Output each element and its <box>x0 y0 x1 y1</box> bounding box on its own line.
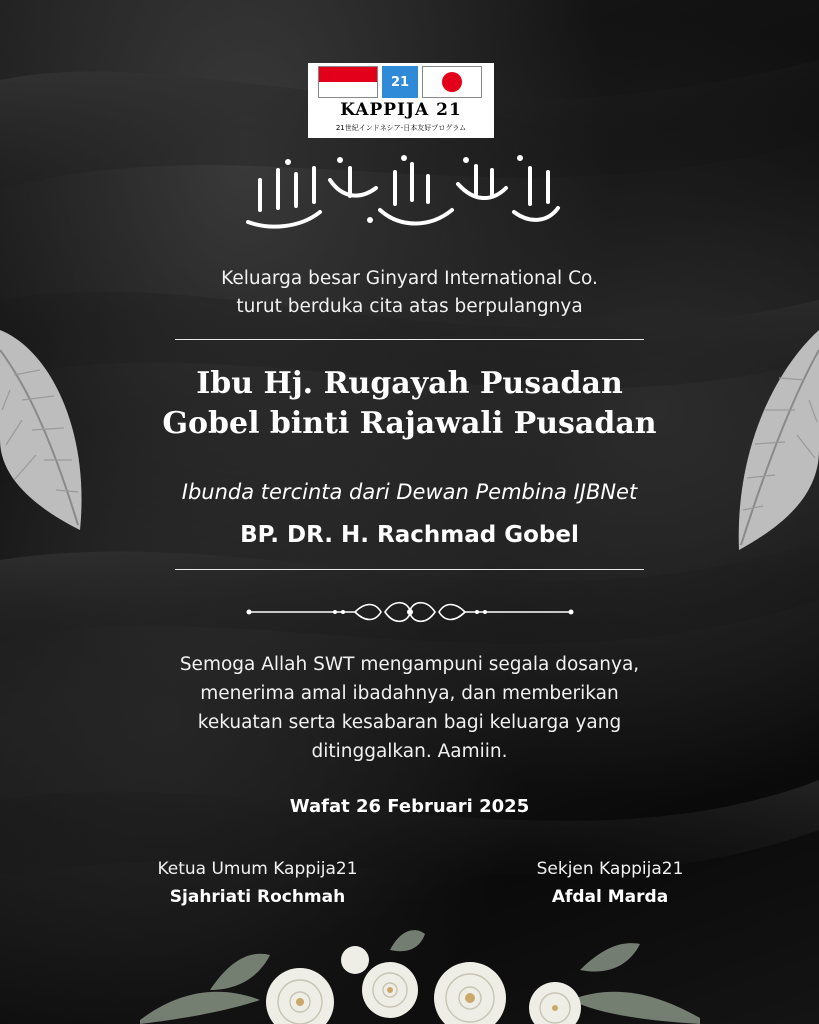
intro-line: turut berduka cita atas berpulangnya <box>236 296 583 317</box>
prayer-line: Semoga Allah SWT mengampuni segala dosanya, <box>179 654 640 675</box>
prayer-text <box>0 650 819 766</box>
date-of-death: Wafat 26 Februari 2025 <box>289 796 530 817</box>
leaf-right-icon <box>735 330 819 550</box>
kappija-emblem-icon <box>382 66 418 98</box>
signatory-chair <box>130 856 385 912</box>
leaf-left-icon <box>0 320 90 540</box>
son-name: BP. DR. H. Rachmad Gobel <box>240 522 579 548</box>
divider-top <box>175 339 644 340</box>
intro-text <box>0 265 819 321</box>
arabic-calligraphy-icon <box>230 150 570 240</box>
ornament-divider-icon <box>245 598 575 626</box>
signatory-secretary <box>505 856 715 912</box>
intro-line: Keluarga besar Ginyard International Co. <box>221 268 598 289</box>
deceased-name <box>0 364 819 444</box>
signatory-name: Sjahriati Rochmah <box>169 887 346 907</box>
signatory-role: Ketua Umum Kappija21 <box>157 859 358 879</box>
logo-name: KAPPIJA 21 <box>340 100 462 120</box>
prayer-line: kekuatan serta kesabaran bagi keluarga yang <box>197 712 622 733</box>
deceased-name-line: Gobel binti Rajawali Pusadan <box>162 406 657 441</box>
prayer-line: ditinggalkan. Aamiin. <box>311 741 508 762</box>
divider-bottom <box>175 569 644 570</box>
indonesia-flag-icon <box>318 66 378 98</box>
japan-flag-icon <box>422 66 482 98</box>
relation-text: Ibunda tercinta dari Dewan Pembina IJBNet <box>181 480 638 504</box>
deceased-name-line: Ibu Hj. Rugayah Pusadan <box>196 366 623 401</box>
emblem-text: 21 <box>390 74 410 90</box>
signatory-role: Sekjen Kappija21 <box>536 859 684 879</box>
kappija-logo <box>308 63 494 138</box>
flower-bouquet-icon <box>140 930 700 1024</box>
logo-subtitle: 21世紀インドネシア-日本友好プログラム <box>335 124 467 132</box>
signatory-name: Afdal Marda <box>551 887 669 907</box>
prayer-line: menerima amal ibadahnya, dan memberikan <box>200 683 619 704</box>
